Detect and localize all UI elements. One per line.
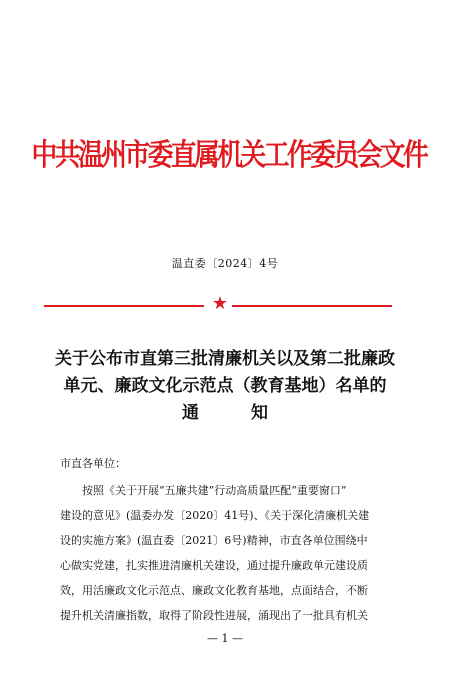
notice-title	[30, 346, 420, 427]
red-divider	[44, 293, 392, 314]
star-icon: ★	[211, 293, 229, 314]
divider-line-right	[232, 305, 392, 307]
document-number: 温直委〔2024〕4号	[171, 257, 279, 270]
body-line-3: 设的实施方案》(温直委〔2021〕6号)精神，市直各单位围绕中	[60, 534, 368, 547]
divider-line-left	[44, 305, 204, 307]
document-header-title: 中共温州市委直属机关工作委员会文件	[31, 138, 427, 173]
page-number: — 1 —	[207, 632, 243, 645]
body-line-6: 提升机关清廉指数，取得了阶段性进展，涌现出了一批具有机关	[60, 609, 368, 622]
notice-title-line-3: 通知	[182, 403, 320, 423]
body-line-1: 按照《关于开展“五廉共建”行动高质量匹配“重要窗口”	[82, 484, 347, 497]
notice-title-line-2: 单元、廉政文化示范点（教育基地）名单的	[63, 376, 387, 396]
notice-title-line-1: 关于公布市直第三批清廉机关以及第二批廉政	[55, 349, 395, 369]
body-line-4: 心做实党建，扎实推进清廉机关建设，通过提升廉政单元建设质	[60, 559, 368, 572]
body-line-2: 建设的意见》(温委办发〔2020〕41号)、《关于深化清廉机关建	[60, 509, 370, 522]
recipient-line: 市直各单位：	[60, 457, 126, 470]
body-line-5: 效，用活廉政文化示范点、廉政文化教育基地，点面结合，不断	[60, 584, 368, 597]
body-paragraph	[60, 478, 392, 628]
